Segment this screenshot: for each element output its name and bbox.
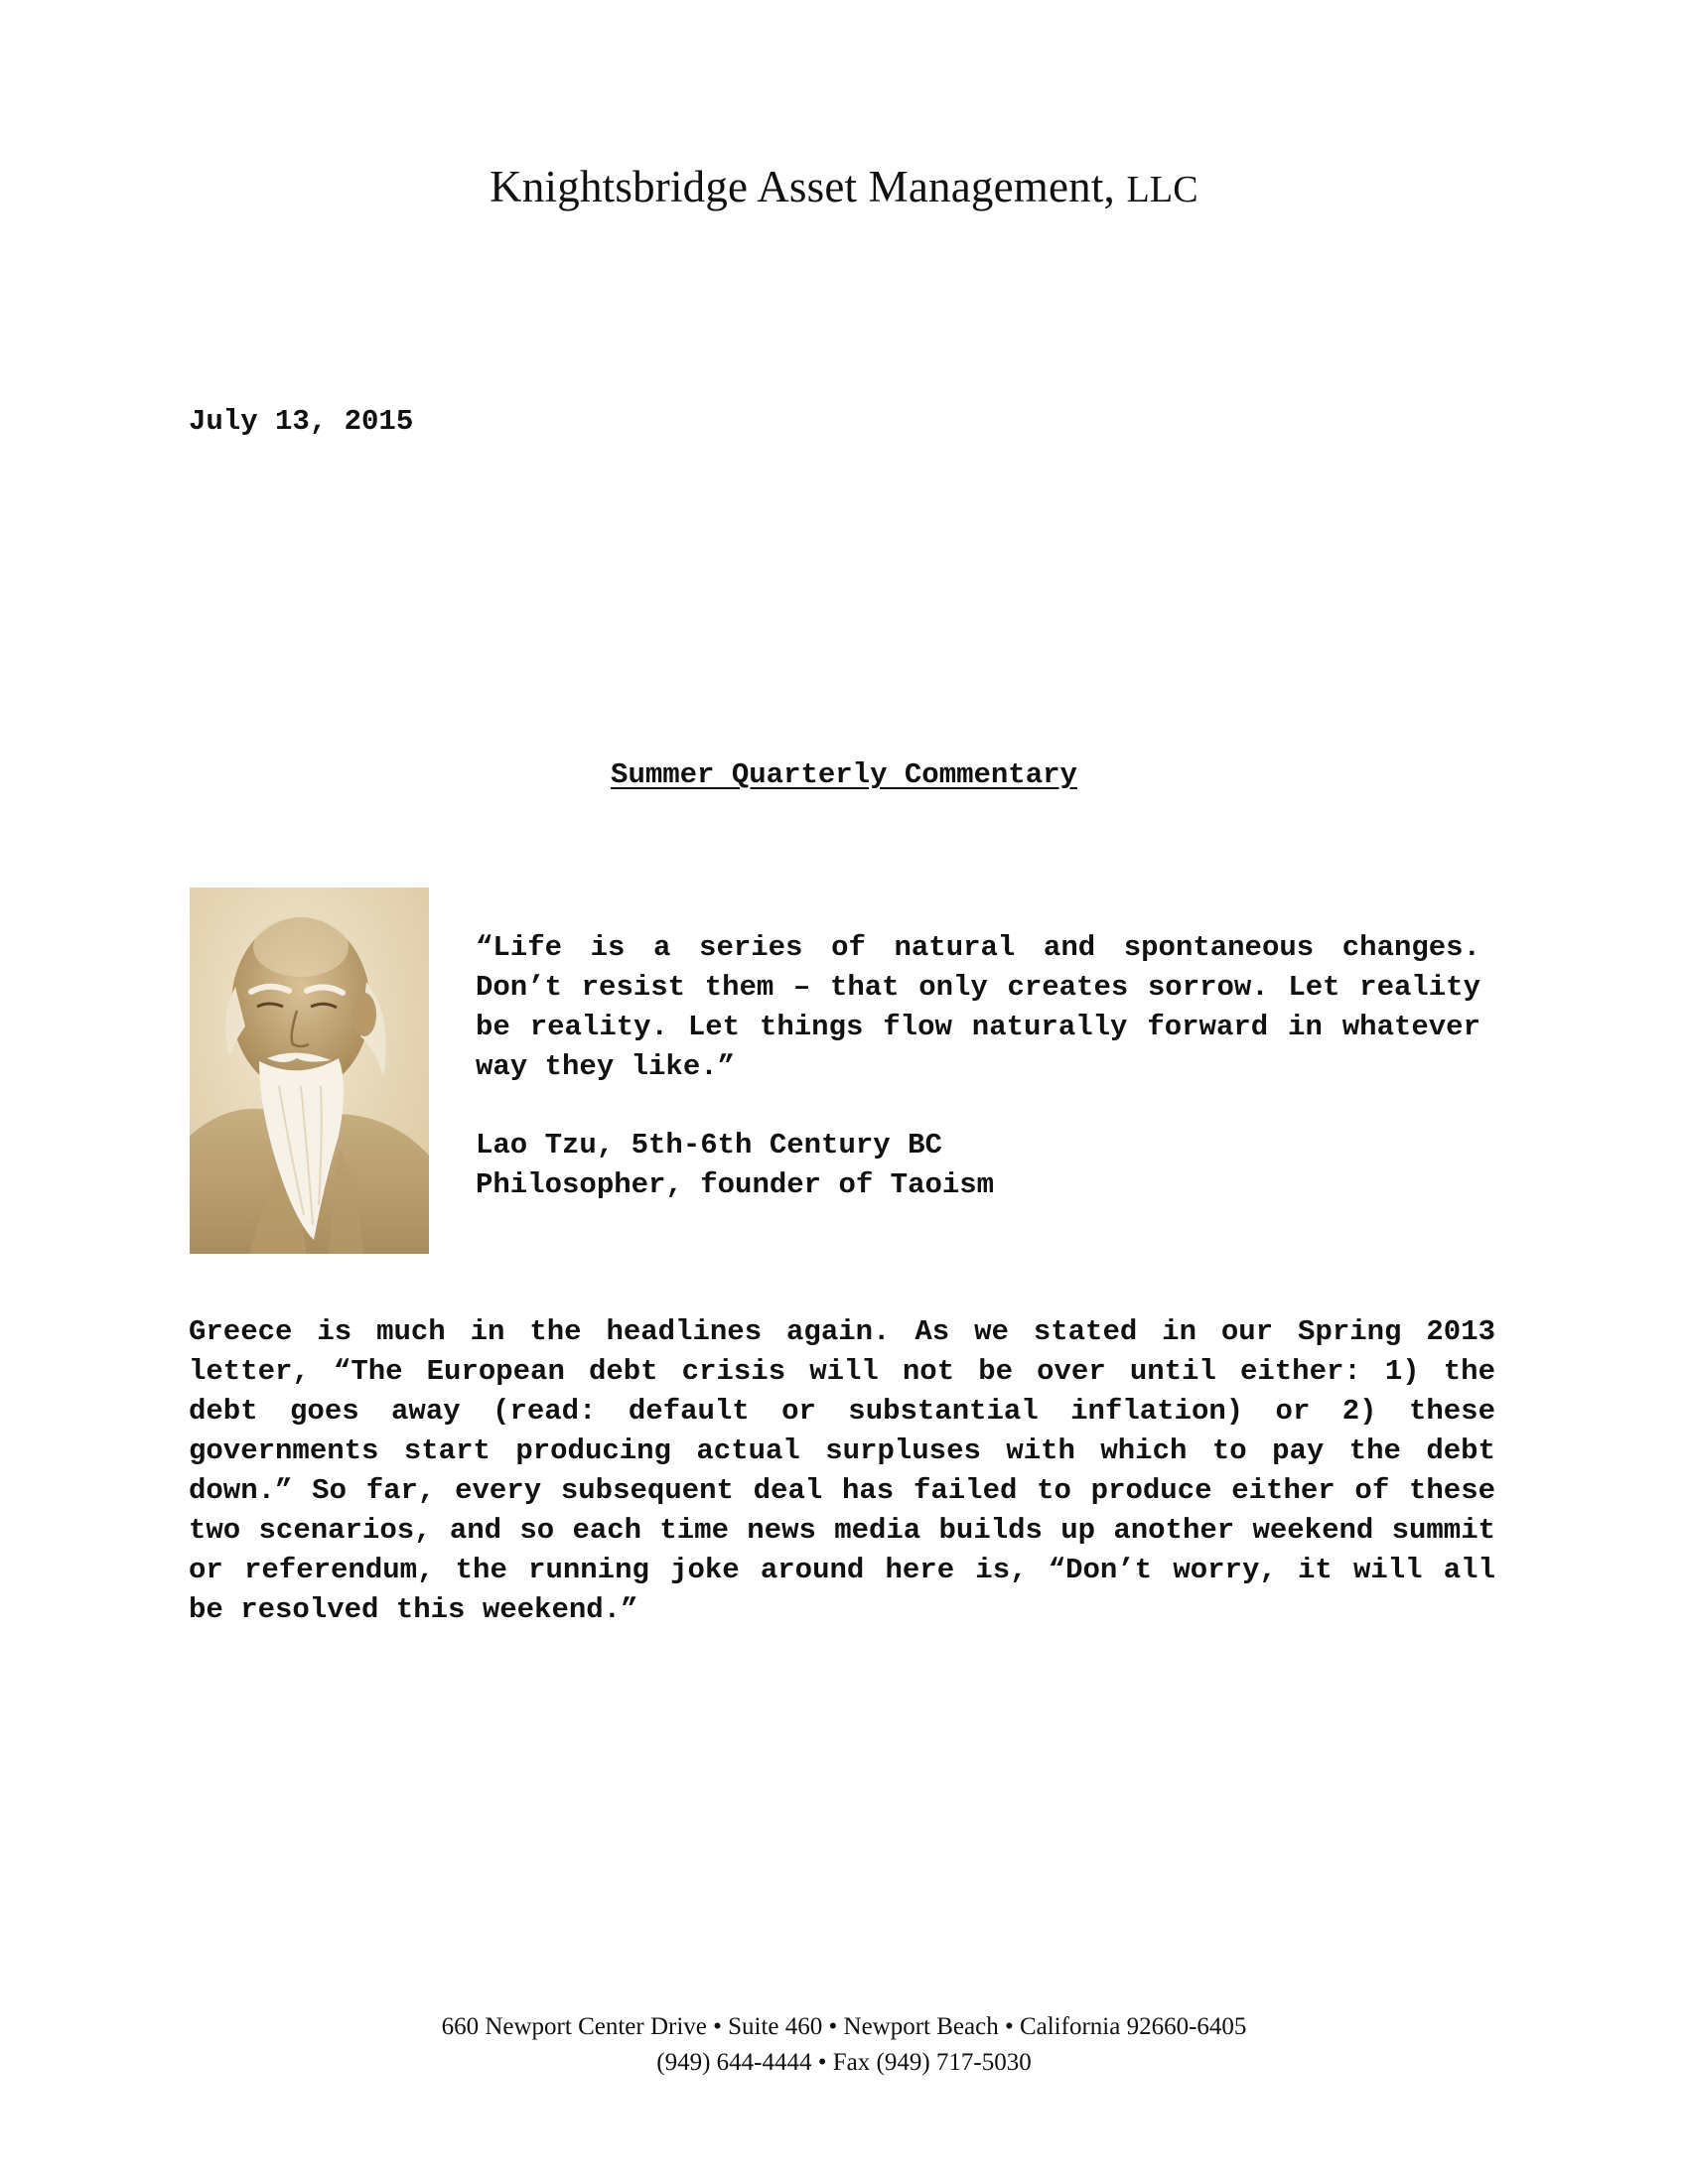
- footer-phone: (949) 644-4444 • Fax (949) 717-5030: [656, 2049, 1032, 2076]
- company-suffix: LLC: [1126, 169, 1198, 210]
- company-name: Knightsbridge Asset Management,: [490, 162, 1116, 211]
- letter-footer: [0, 2009, 1688, 2081]
- quote-author-role: Philosopher, founder of Taoism: [476, 1168, 995, 1201]
- company-letterhead: [0, 161, 1688, 212]
- quote-block: [476, 928, 1480, 1205]
- quote-attribution: [476, 1126, 1480, 1205]
- letter-date: July 13, 2015: [189, 405, 414, 438]
- body-paragraph: Greece is much in the headlines again. As we stated in our Spring 2013 letter, “The European debt crisis will not be over until either: 1) the debt goes away (read: default or substantial inflation) or 2) these governments start producing actual surpluses with which to pay the debt down.” So far, every subsequent deal has failed to produce either of these two scenarios, and so each time news media builds up another weekend summit or referendum, the running joke around here is, “Don’t worry, it will all be resolved this weekend.”: [189, 1315, 1495, 1626]
- quote-text: “Life is a series of natural and spontaneous changes. Don’t resist them – that only creates sorrow. Let reality be reality. Let things flow naturally forward in whatever way they like.”: [476, 931, 1480, 1083]
- commentary-title: Summer Quarterly Commentary: [611, 758, 1077, 791]
- lao-tzu-portrait: [190, 887, 429, 1254]
- footer-address: 660 Newport Center Drive • Suite 460 • Newport Beach • California 92660-6405: [441, 2013, 1247, 2040]
- quote-author: Lao Tzu, 5th-6th Century BC: [476, 1129, 942, 1161]
